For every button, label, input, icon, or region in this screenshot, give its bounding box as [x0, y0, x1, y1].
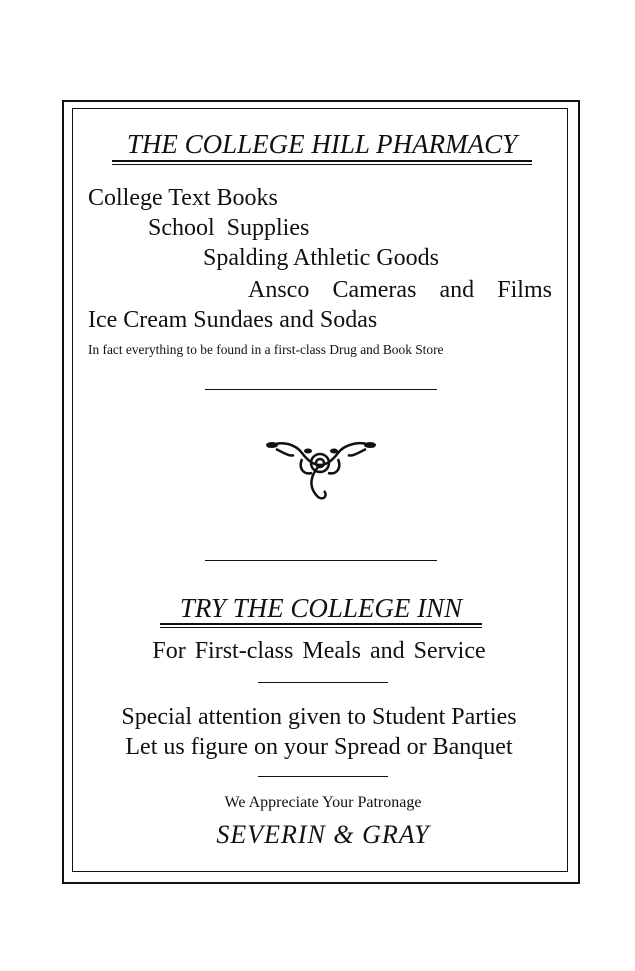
floral-ornament-icon	[262, 435, 380, 503]
word: Cameras	[332, 277, 417, 303]
appreciation-text: We Appreciate Your Patronage	[224, 794, 422, 811]
item-sodas: Ice Cream Sundaes and Sodas	[88, 307, 378, 333]
divider	[205, 389, 437, 390]
inn-title: TRY THE COLLEGE INN	[179, 593, 463, 623]
word: Films	[497, 277, 552, 303]
pharmacy-tagline: In fact everything to be found in a first-class Drug and Book Store	[88, 342, 444, 357]
short-divider	[258, 776, 388, 777]
inn-line-parties: Special attention given to Student Parties	[121, 704, 517, 730]
divider	[205, 560, 437, 561]
item-athletic-goods: Spalding Athletic Goods	[203, 245, 439, 271]
inn-double-underline	[160, 623, 482, 628]
item-school-supplies: School Supplies	[148, 215, 310, 241]
proprietors-name: SEVERIN & GRAY	[216, 820, 430, 849]
item-cameras	[248, 278, 552, 302]
item-text-books: College Text Books	[88, 185, 278, 211]
title-double-underline	[112, 160, 532, 165]
inn-subtitle: For First-class Meals and Service	[152, 638, 486, 664]
short-divider	[258, 682, 388, 683]
pharmacy-title: THE COLLEGE HILL PHARMACY	[126, 129, 518, 159]
word: and	[439, 277, 475, 303]
word: Ansco	[248, 277, 310, 303]
inn-line-banquet: Let us figure on your Spread or Banquet	[125, 734, 513, 760]
